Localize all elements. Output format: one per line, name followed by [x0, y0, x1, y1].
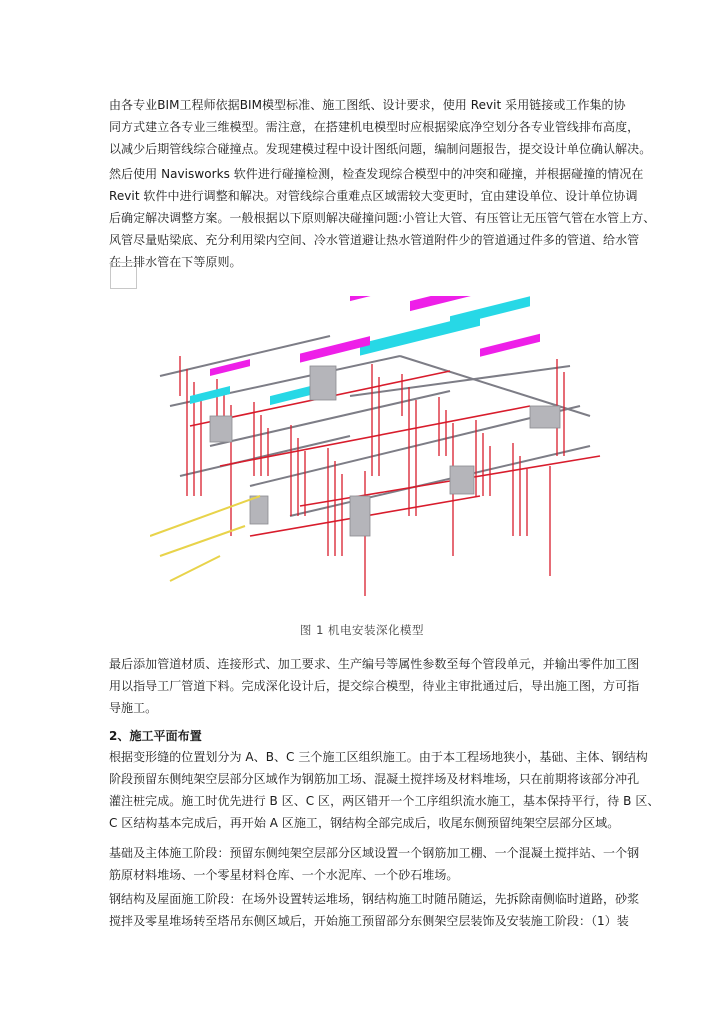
mep-model-figure [150, 296, 610, 606]
paragraph-bim-modeling [109, 94, 652, 160]
paragraph-steel-roof-stage [109, 888, 640, 932]
magenta-duct [480, 334, 540, 357]
text-line: Revit 软件中进行调整和解决。对管线综合重难点区域需较大变更时，宜由建设单位、设计单位协调 [109, 189, 638, 203]
text-line: 后确定解决调整方案。一般根据以下原则解决碰撞问题:小管让大管、有压管让无压管气管在水管上方、 [109, 211, 656, 225]
yellow-pipe [160, 526, 245, 556]
mep-model-illustration [150, 296, 610, 606]
text-line: C 区结构基本完成后，再开始 A 区施工，钢结构全部完成后，收尾东侧预留纯架空层部分区域。 [109, 816, 620, 830]
cyan-duct [450, 296, 530, 326]
text-line: 最后添加管道材质、连接形式、加工要求、生产编号等属性参数至每个管段单元，并输出零件加工图 [109, 657, 640, 671]
equipment-unit [350, 496, 370, 536]
text-line: 灌注桩完成。施工时优先进行 B 区、C 区，两区错开一个工序组织流水施工，基本保持平行，待 B 区、 [109, 794, 660, 808]
paragraph-zoning [109, 746, 660, 834]
image-placeholder [110, 262, 137, 289]
text-line: 阶段预留东侧纯架空层部分区域作为钢筋加工场、混凝土搅拌场及材料堆场，只在前期将该部分冲孔 [109, 772, 640, 786]
equipment-unit [310, 366, 336, 400]
paragraph-foundation-stage [109, 842, 640, 886]
yellow-pipe [150, 496, 260, 536]
text-line: 钢结构及屋面施工阶段：在场外设置转运堆场，钢结构施工时随吊随运，先拆除南侧临时道路，砂浆 [109, 892, 640, 906]
text-line: 以减少后期管线综合碰撞点。发现建模过程中设计图纸问题，编制问题报告，提交设计单位确认解决。 [109, 142, 652, 156]
text-line: 根据变形缝的位置划分为 A、B、C 三个施工区组织施工。由于本工程场地狭小，基础、主体、钢结构 [109, 750, 648, 764]
gray-pipe [350, 366, 570, 396]
yellow-pipe [170, 556, 220, 581]
text-line: 用以指导工厂管道下料。完成深化设计后，提交综合模型，待业主审批通过后，导出施工图，方可指 [109, 679, 640, 693]
equipment-unit [530, 406, 560, 428]
paragraph-prefabrication [109, 653, 640, 719]
paragraph-clash-detection [109, 163, 656, 273]
equipment-unit [210, 416, 232, 442]
text-line: 同方式建立各专业三维模型。需注意，在搭建机电模型时应根据梁底净空划分各专业管线排布高度， [109, 120, 640, 134]
text-line: 风管尽量贴梁底、充分利用梁内空间、冷水管道避让热水管道附件少的管道通过件多的管道、给水管 [109, 233, 640, 247]
text-line: 筋原材料堆场、一个零星材料仓库、一个水泥库、一个砂石堆场。 [109, 868, 459, 882]
text-line: 导施工。 [109, 701, 158, 715]
equipment-unit [250, 496, 268, 524]
text-line: 在上排水管在下等原则。 [109, 255, 242, 269]
equipment-unit [450, 466, 474, 494]
figure-caption: 图 1 机电安装深化模型 [299, 623, 425, 637]
gray-pipe [180, 436, 350, 476]
text-line: 然后使用 Navisworks 软件进行碰撞检测，检查发现综合模型中的冲突和碰撞，并根据碰撞的情况在 [109, 167, 644, 181]
text-line: 搅拌及零星堆场转至塔吊东侧区域后，开始施工预留部分东侧架空层装饰及安装施工阶段：（1）装 [109, 914, 629, 928]
text-line: 由各专业BIM工程师依据BIM模型标准、施工图纸、设计要求，使用 Revit 采用链接或工作集的协 [109, 98, 626, 112]
text-line: 基础及主体施工阶段：预留东侧纯架空层部分区域设置一个钢筋加工棚、一个混凝土搅拌站、一个钢 [109, 846, 640, 860]
magenta-duct [210, 359, 250, 376]
section-heading: 2、施工平面布置 [109, 729, 202, 743]
